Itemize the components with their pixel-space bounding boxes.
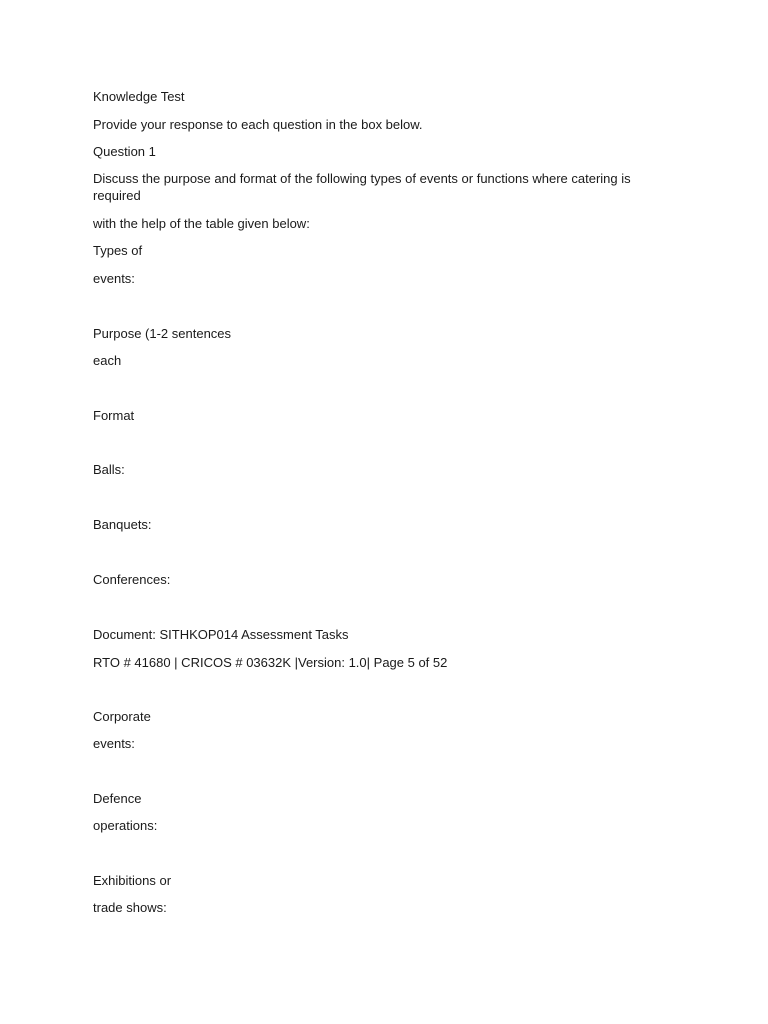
table-header-types-line1: Types of (93, 243, 143, 258)
table-row-label-line2: operations: (93, 818, 158, 833)
question-followup: with the help of the table given below: (93, 216, 310, 231)
table-row-label-line1: Corporate (93, 709, 151, 724)
table-row-label-line1: Exhibitions or (93, 873, 172, 888)
question-text: Discuss the purpose and format of the following types of events or functions where catering is required (93, 171, 631, 203)
table-row-label: Banquets: (93, 517, 152, 532)
table-header-purpose-line2: each (93, 353, 122, 368)
table-header-format: Format (93, 408, 135, 423)
instruction-text: Provide your response to each question in the box below. (93, 117, 423, 132)
table-row-label-line2: events: (93, 736, 135, 751)
table-row-label-line2: trade shows: (93, 900, 167, 915)
table-row-label: Balls: (93, 462, 125, 477)
question-label: Question 1 (93, 144, 156, 159)
table-header-types-line2: events: (93, 271, 135, 286)
table-row-label-line1: Defence (93, 791, 142, 806)
table-header-purpose-line1: Purpose (1-2 sentences (93, 326, 232, 341)
table-row-label: Conferences: (93, 572, 171, 587)
footer-document-name: Document: SITHKOP014 Assessment Tasks (93, 627, 349, 642)
page-heading: Knowledge Test (93, 89, 185, 104)
footer-rto-line: RTO # 41680 | CRICOS # 03632K |Version: 1.0| Page 5 of 52 (93, 655, 448, 670)
